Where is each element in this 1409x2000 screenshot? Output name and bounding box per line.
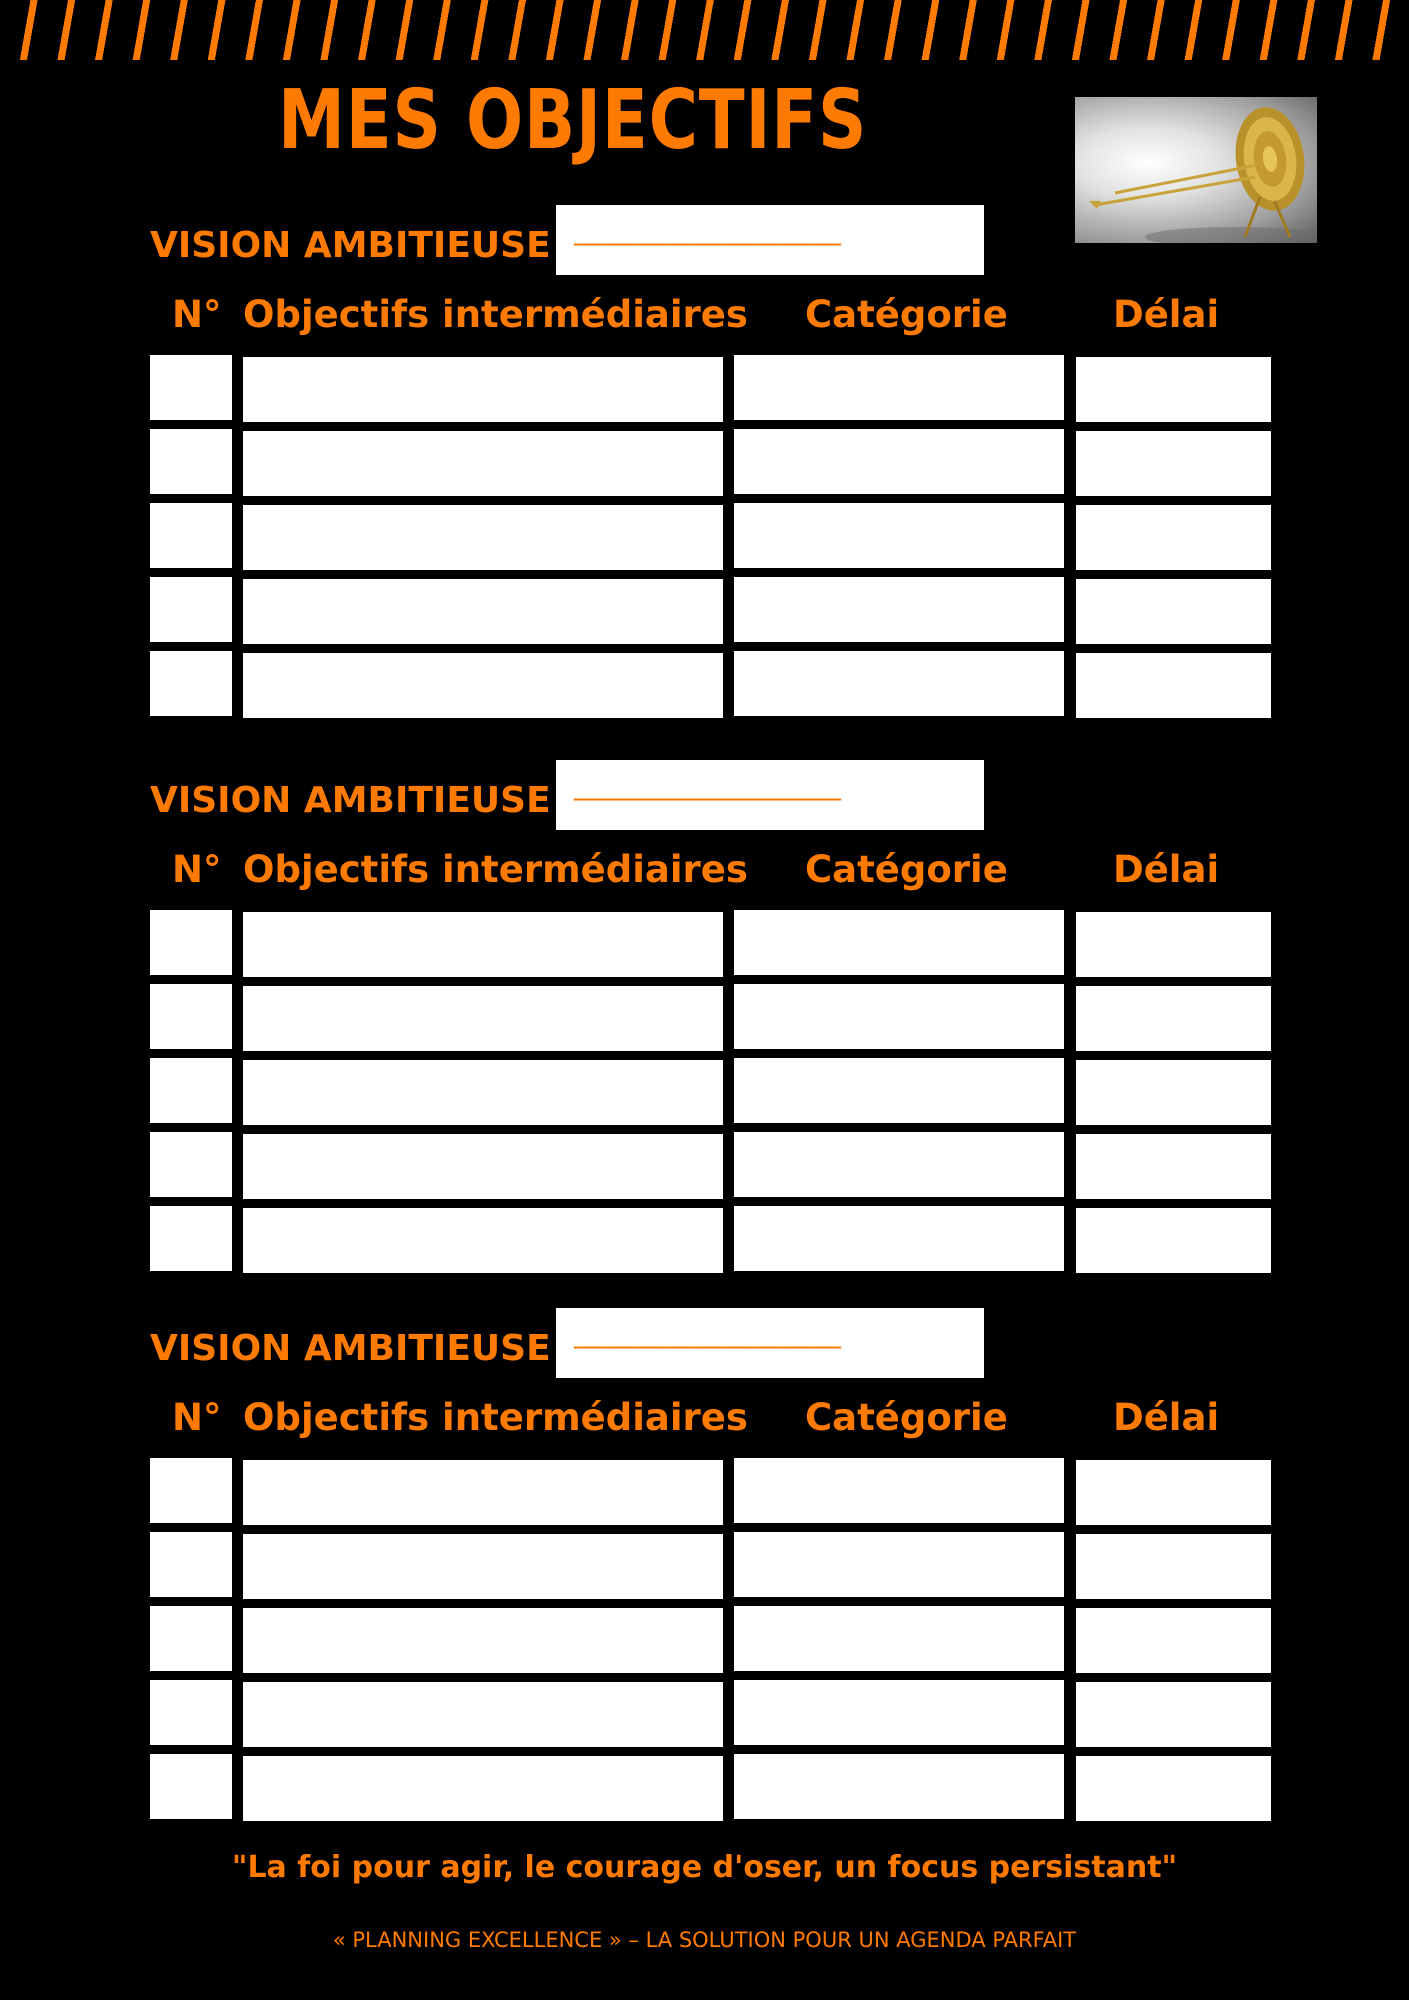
goal-section <box>0 760 1409 1290</box>
goal-section <box>0 1308 1409 1838</box>
cell-objective[interactable] <box>243 579 723 644</box>
cell-category[interactable] <box>734 1606 1064 1671</box>
cell-objective[interactable] <box>243 1208 723 1273</box>
header-number: N° <box>172 1396 222 1439</box>
cell-objective[interactable] <box>243 431 723 496</box>
cell-deadline[interactable] <box>1076 357 1271 422</box>
cell-deadline[interactable] <box>1076 1682 1271 1747</box>
cell-deadline[interactable] <box>1076 1208 1271 1273</box>
cell-number[interactable] <box>150 984 232 1049</box>
stripes-edge <box>0 60 1409 68</box>
cell-deadline[interactable] <box>1076 986 1271 1051</box>
cell-objective[interactable] <box>243 1534 723 1599</box>
cell-category[interactable] <box>734 984 1064 1049</box>
goal-section <box>0 205 1409 735</box>
cell-number[interactable] <box>150 1606 232 1671</box>
cell-number[interactable] <box>150 1132 232 1197</box>
cell-objective[interactable] <box>243 1460 723 1525</box>
cell-category[interactable] <box>734 355 1064 420</box>
cell-category[interactable] <box>734 1532 1064 1597</box>
cell-deadline[interactable] <box>1076 579 1271 644</box>
cell-number[interactable] <box>150 429 232 494</box>
cell-objective[interactable] <box>243 1060 723 1125</box>
cell-objective[interactable] <box>243 986 723 1051</box>
page-title: MES OBJECTIFS <box>278 73 868 168</box>
header-category: Catégorie <box>805 293 1008 336</box>
vision-blank-line: ________________________ <box>574 213 838 246</box>
vision-label: VISION AMBITIEUSE <box>150 225 551 266</box>
cell-number[interactable] <box>150 355 232 420</box>
cell-objective[interactable] <box>243 1756 723 1821</box>
cell-number[interactable] <box>150 1680 232 1745</box>
cell-objective[interactable] <box>243 1608 723 1673</box>
cell-number[interactable] <box>150 1754 232 1819</box>
cell-number[interactable] <box>150 577 232 642</box>
footer-tagline: « PLANNING EXCELLENCE » – LA SOLUTION POUR UN AGENDA PARFAIT <box>332 1928 1077 1952</box>
header-objectives: Objectifs intermédiaires <box>243 848 748 891</box>
cell-objective[interactable] <box>243 912 723 977</box>
cell-deadline[interactable] <box>1076 1534 1271 1599</box>
cell-deadline[interactable] <box>1076 1460 1271 1525</box>
cell-number[interactable] <box>150 1206 232 1271</box>
vision-blank-line: ________________________ <box>574 768 838 801</box>
vision-input[interactable] <box>556 205 984 275</box>
header-objectives: Objectifs intermédiaires <box>243 1396 748 1439</box>
cell-category[interactable] <box>734 1754 1064 1819</box>
cell-deadline[interactable] <box>1076 1756 1271 1821</box>
cell-deadline[interactable] <box>1076 653 1271 718</box>
header-number: N° <box>172 293 222 336</box>
cell-number[interactable] <box>150 1458 232 1523</box>
header-deadline: Délai <box>1113 1396 1220 1439</box>
cell-deadline[interactable] <box>1076 912 1271 977</box>
header-number: N° <box>172 848 222 891</box>
vision-label: VISION AMBITIEUSE <box>150 780 551 821</box>
cell-deadline[interactable] <box>1076 1608 1271 1673</box>
cell-deadline[interactable] <box>1076 1060 1271 1125</box>
cell-number[interactable] <box>150 1058 232 1123</box>
cell-category[interactable] <box>734 1680 1064 1745</box>
cell-category[interactable] <box>734 503 1064 568</box>
vision-input[interactable] <box>556 1308 984 1378</box>
header-category: Catégorie <box>805 848 1008 891</box>
header-objectives: Objectifs intermédiaires <box>243 293 748 336</box>
cell-category[interactable] <box>734 577 1064 642</box>
cell-category[interactable] <box>734 651 1064 716</box>
cell-category[interactable] <box>734 1132 1064 1197</box>
cell-objective[interactable] <box>243 1134 723 1199</box>
cell-objective[interactable] <box>243 505 723 570</box>
cell-number[interactable] <box>150 651 232 716</box>
cell-number[interactable] <box>150 1532 232 1597</box>
cell-category[interactable] <box>734 910 1064 975</box>
cell-category[interactable] <box>734 1058 1064 1123</box>
cell-category[interactable] <box>734 1206 1064 1271</box>
cell-objective[interactable] <box>243 653 723 718</box>
cell-category[interactable] <box>734 1458 1064 1523</box>
cell-objective[interactable] <box>243 1682 723 1747</box>
cell-number[interactable] <box>150 910 232 975</box>
vision-label: VISION AMBITIEUSE <box>150 1328 551 1369</box>
cell-category[interactable] <box>734 429 1064 494</box>
header-category: Catégorie <box>805 1396 1008 1439</box>
decorative-stripes <box>0 0 1409 60</box>
vision-input[interactable] <box>556 760 984 830</box>
header-deadline: Délai <box>1113 293 1220 336</box>
cell-deadline[interactable] <box>1076 505 1271 570</box>
header-deadline: Délai <box>1113 848 1220 891</box>
vision-blank-line: ________________________ <box>574 1316 838 1349</box>
cell-deadline[interactable] <box>1076 1134 1271 1199</box>
cell-number[interactable] <box>150 503 232 568</box>
motivational-quote: "La foi pour agir, le courage d'oser, un focus persistant" <box>231 1850 1178 1885</box>
cell-deadline[interactable] <box>1076 431 1271 496</box>
cell-objective[interactable] <box>243 357 723 422</box>
